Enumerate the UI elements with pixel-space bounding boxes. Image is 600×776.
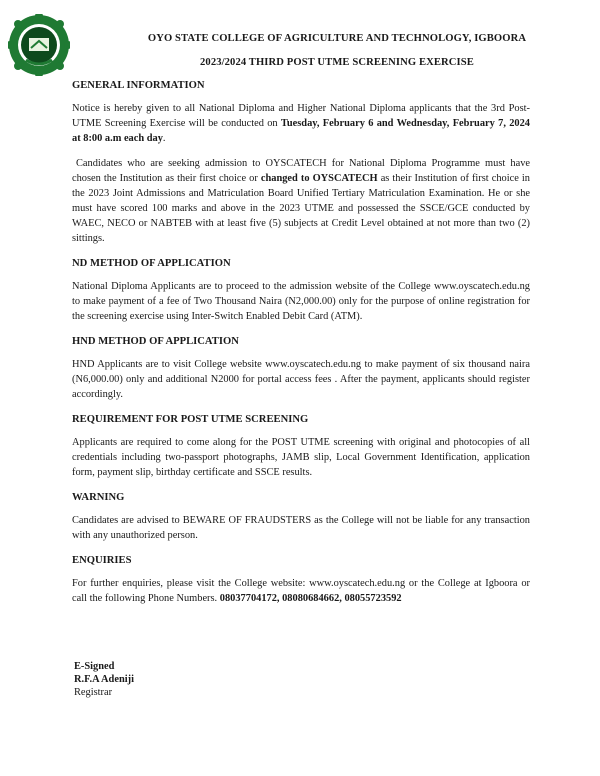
institution-title: OYO STATE COLLEGE OF AGRICULTURE AND TECHNOLOGY, IGBOORA — [147, 33, 527, 44]
nd-method-paragraph: National Diploma Applicants are to proceed to the admission website of the College www.oyscatech.edu.ng to make payment of a fee of Two Thousand Naira (N2,000.00) only for the purpose of online registration for the screening exercise using Inter-Switch Enabled Debit Card (ATM). — [72, 281, 530, 322]
phone-numbers: 08037704172, 08080684662, 08055723592 — [219, 593, 402, 604]
signature-block — [74, 660, 134, 699]
screening-dates: Tuesday, February 6 and Wednesday, February 7, 2024 at 8:00 a.m each day — [72, 118, 530, 144]
enquiries-heading: ENQUIRIES — [72, 555, 132, 566]
eligibility-text-b: as their Institution of first choice in the 2023 Joint Admissions and Matriculation Board Unified Tertiary Matriculation Examination. He or she must have scored 100 marks and above in the 2023 UTME and possessed the SSCE/GCE conducted by WAEC, NECO or NABTEB with at least five (5) subjects at Credit Level obtained at not more than two (2) sittings. — [72, 173, 530, 244]
eligibility-text-a: Candidates who are seeking admission to OYSCATECH for National Diploma Programme must have chosen the Institution as their first choice or — [72, 158, 530, 184]
hnd-method-heading: HND METHOD OF APPLICATION — [72, 336, 239, 347]
warning-paragraph: Candidates are advised to BEWARE OF FRAUDSTERS as the College will not be liable for any transaction with any unauthorized person. — [72, 515, 530, 541]
eligibility-bold: changed to OYSCATECH — [260, 173, 378, 184]
warning-heading: WARNING — [72, 492, 125, 503]
general-info-heading: GENERAL INFORMATION — [72, 80, 205, 91]
exercise-title: 2023/2024 THIRD POST UTME SCREENING EXERCISE — [200, 57, 474, 68]
enquiries-paragraph — [72, 576, 530, 606]
nd-method-heading: ND METHOD OF APPLICATION — [72, 258, 231, 269]
general-info-paragraph-2 — [72, 156, 530, 246]
signatory-title: Registrar — [74, 687, 113, 698]
college-logo — [8, 14, 70, 76]
general-info-end: . — [162, 133, 166, 144]
general-info-paragraph-1 — [72, 101, 530, 146]
signatory-name: R.F.A Adeniji — [74, 674, 134, 685]
college-seal-icon — [8, 14, 70, 76]
notice-body — [72, 78, 530, 616]
enquiries-text: For further enquiries, please visit the College website: www.oyscatech.edu.ng or the College at Igboora or call the following Phone Numbers. — [72, 578, 530, 604]
general-info-text: Notice is hereby given to all National Diploma and Higher National Diploma applicants that the 3rd Post-UTME Screening Exercise will be conducted on — [72, 103, 530, 129]
hnd-method-paragraph: HND Applicants are to visit College website www.oyscatech.edu.ng to make payment of six thousand naira (N6,000.00) only and additional N2000 for portal access fees . After the payment, applicants should register accordingly. — [72, 359, 530, 400]
e-signed-label: E-Signed — [74, 661, 115, 672]
requirement-paragraph: Applicants are required to come along for the POST UTME screening with original and photocopies of all credentials including two-passport photographs, JAMB slip, Local Government Identification, application form, payment slip, birthday certificate and SSCE results. — [72, 437, 530, 478]
requirement-heading: REQUIREMENT FOR POST UTME SCREENING — [72, 414, 309, 425]
